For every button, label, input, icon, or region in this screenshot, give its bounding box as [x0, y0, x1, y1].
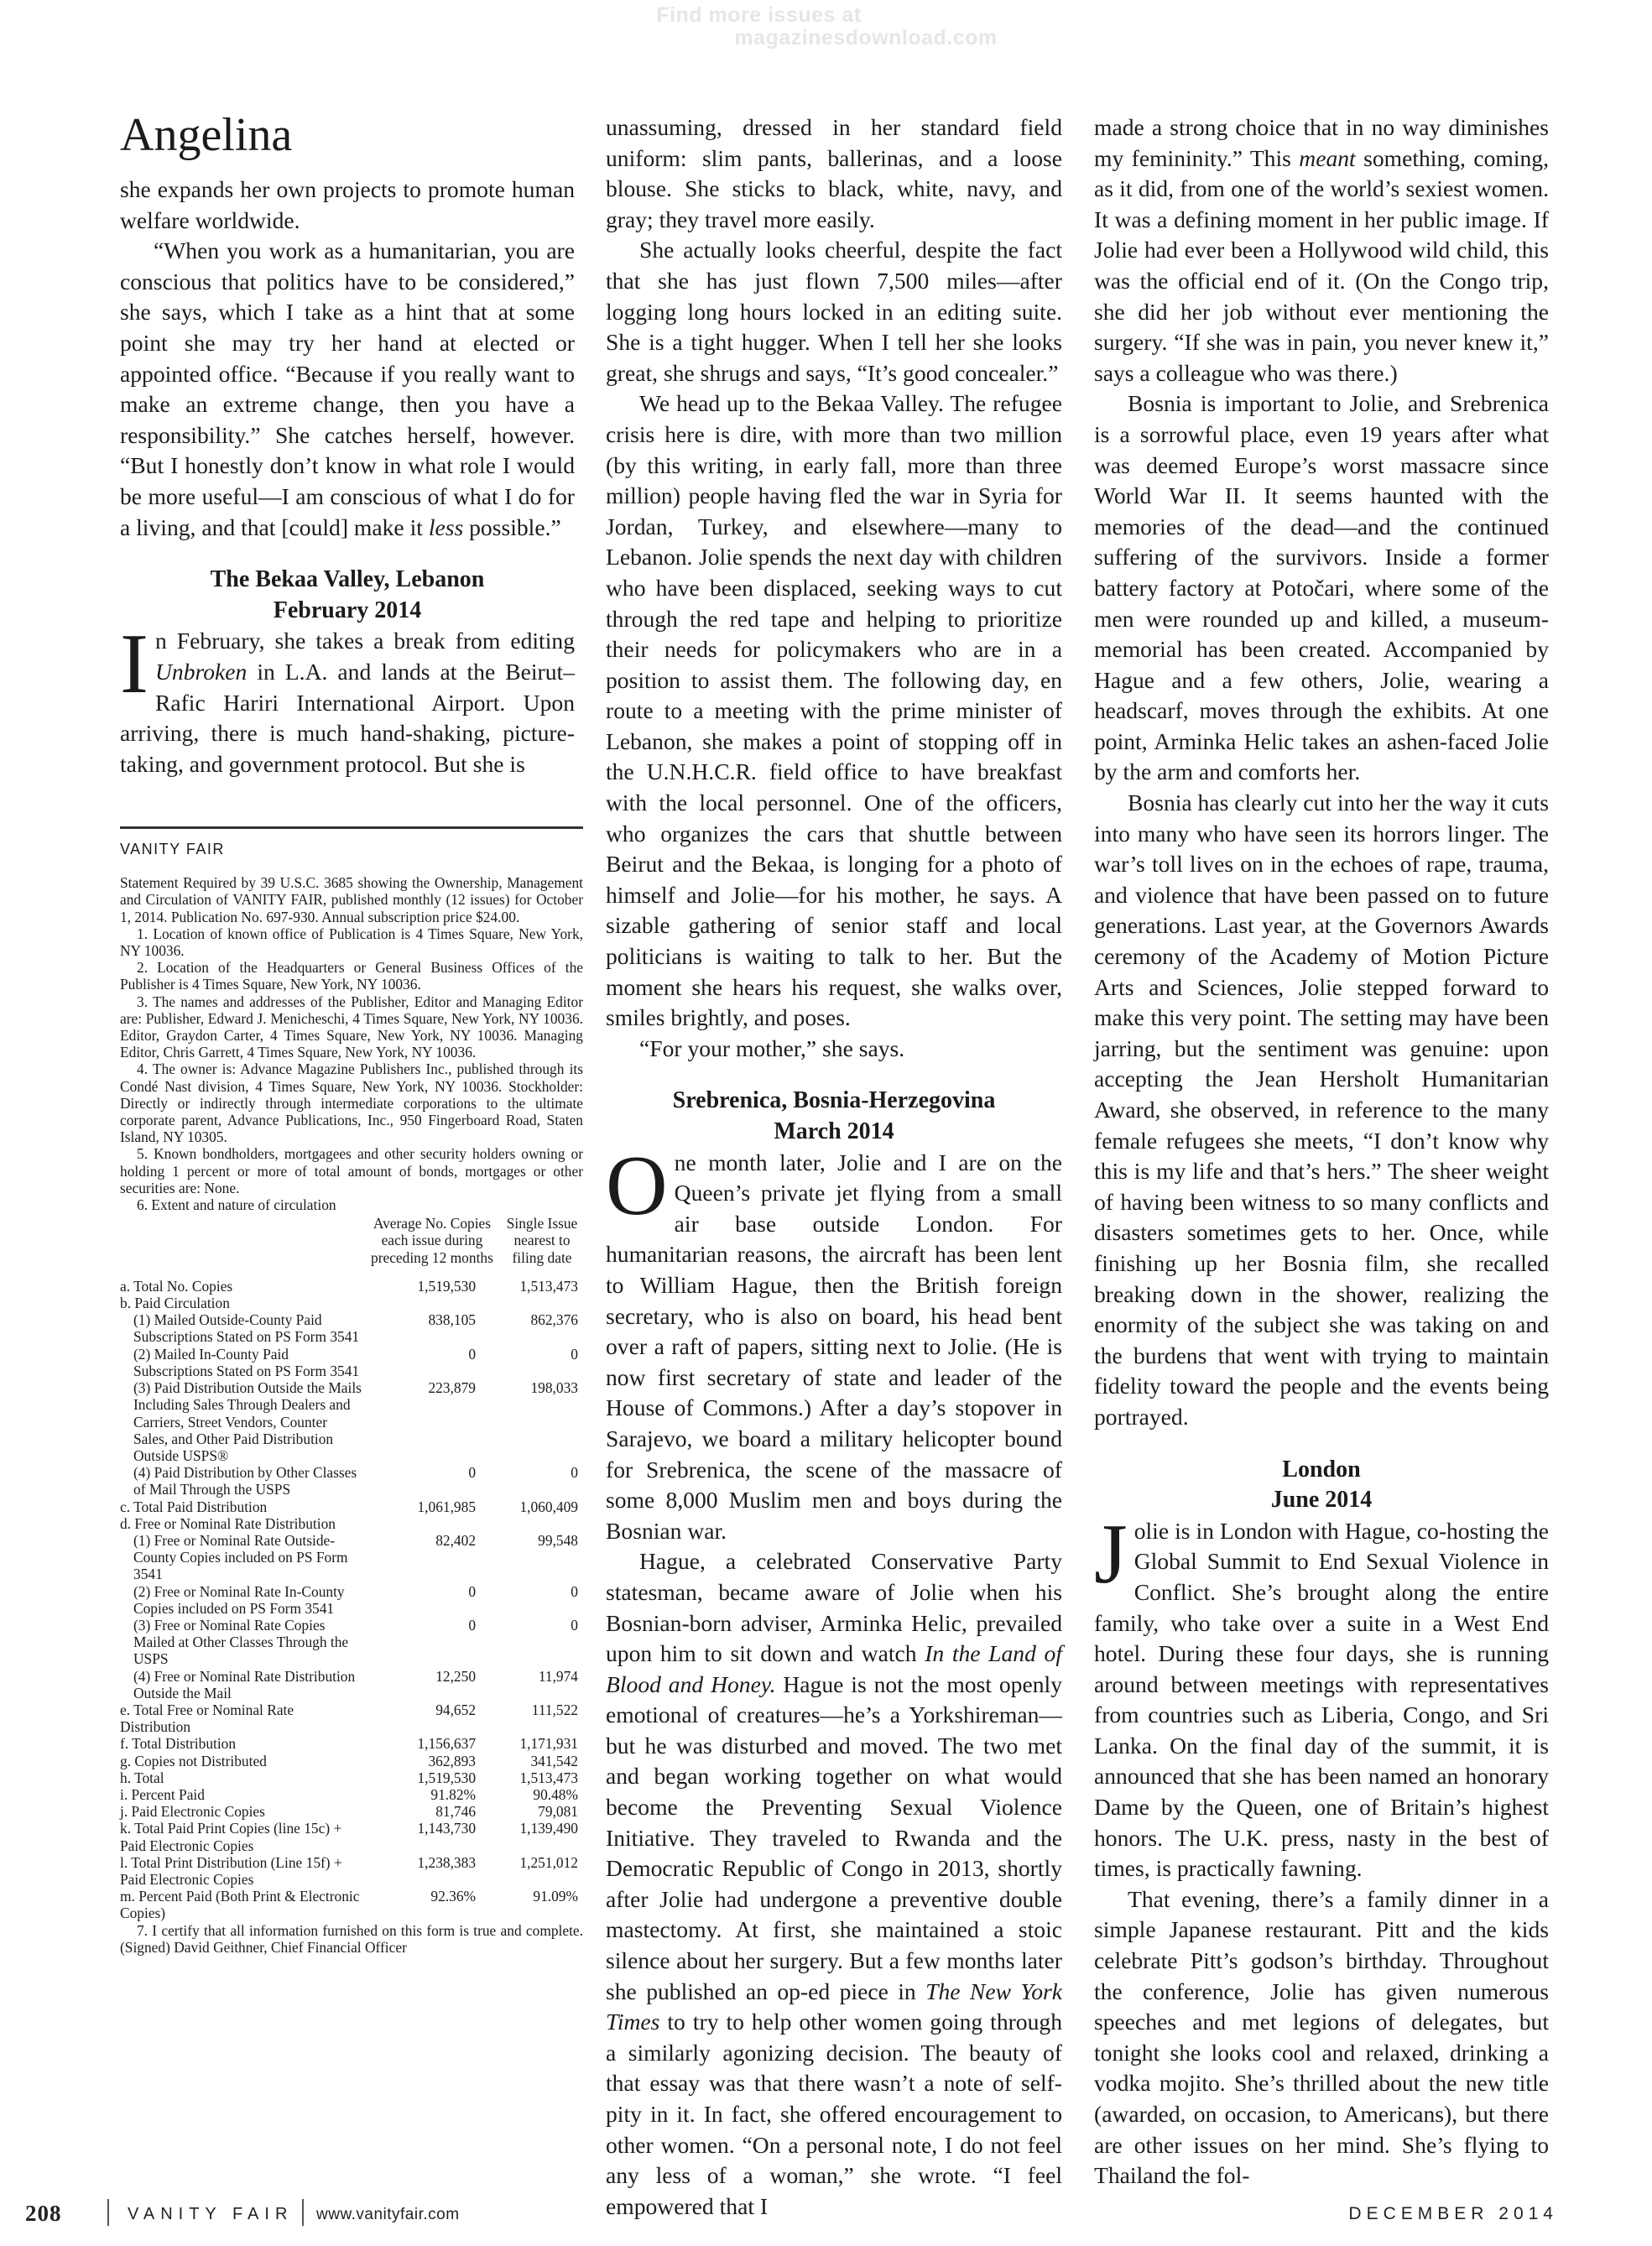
ownership-statement [120, 826, 583, 1956]
circulation-row [120, 1668, 583, 1701]
paragraph: Bosnia has clearly cut into her the way it cuts into many who have seen its horrors linger. The war’s toll lives on in the echoes of rape, trauma, and violence that have been passed on to future generations. Last year, at the Governors Awards ceremony of the Academy of Motion Picture Arts and Sciences, Jolie stepped forward to make this very point. The setting may have been jarring, but the sentiment was genuine: upon accepting the Jean Hersholt Humanitarian Award, she observed, in reference to the many female refugees she meets, “I don’t know why this is my life and that’s hers.” The sheer weight of having been witness to so many conflicts and disasters sometimes gets to her. Once, while finishing up her Bosnia film, she recalled breaking down in the shower, realizing the enormity of the subject she was taking on and the burdens that went with trying to maintain fidelity toward the people and the events being portrayed. [1094, 789, 1549, 1430]
circulation-row [120, 1583, 583, 1617]
circulation-row-single: 11,974 [538, 1667, 578, 1685]
circulation-row-average: 81,746 [435, 1803, 477, 1821]
circulation-row-label: i. Percent Paid [120, 1785, 205, 1803]
circulation-row-single [501, 1295, 583, 1311]
circulation-row-average: 0 [468, 1582, 477, 1600]
paragraph: Jolie is in London with Hague, co-hosting the Global Summit to End Sexual Violence in Conflict. She’s brought along the entire family, who take over a suite in a West End hotel. During these four days, she is running around between meetings with representatives from countries such as Liberia, Congo, and Sri Lanka. On the final day of the summit, it is announced that she has been named an honorary Dame by the Queen, one of Britain’s highest honors. The U.K. press, nasty in the best of times, is practically fawning. [1094, 1506, 1549, 1882]
circulation-row-label: j. Paid Electronic Copies [120, 1803, 265, 1821]
statement-header: VANITY FAIR [120, 841, 225, 857]
drop-cap: J [1094, 1506, 1128, 1602]
circulation-row-single: 1,513,473 [519, 1769, 578, 1786]
circulation-row-single: 1,139,490 [519, 1820, 578, 1837]
circulation-row-label: (1) Mailed Outside-County Paid Subscriptions Stated on PS Form 3541 [133, 1311, 360, 1346]
circulation-row [120, 1769, 583, 1786]
circulation-row-average: 1,519,530 [417, 1277, 477, 1295]
section-date: June 2014 [1270, 1487, 1373, 1514]
footer-divider [107, 2199, 109, 2226]
column-header-single: Single Issue nearest to filing date [506, 1215, 578, 1266]
circulation-row [120, 1786, 583, 1803]
circulation-row-label: l. Total Print Distribution (Line 15f) + Paid Electronic Copies [120, 1853, 342, 1888]
circulation-row-label: c. Total Paid Distribution [120, 1498, 268, 1515]
circulation-row [120, 1346, 583, 1379]
circulation-row-single: 1,251,012 [519, 1853, 578, 1871]
circulation-row-single: 0 [571, 1616, 578, 1634]
circulation-row-average: 362,893 [428, 1752, 477, 1769]
watermark [0, 4, 1652, 50]
circulation-row-average: 94,652 [435, 1701, 477, 1718]
circulation-row-average: 0 [468, 1616, 477, 1634]
circulation-row [120, 1888, 583, 1921]
circulation-row-single: 1,513,473 [519, 1277, 578, 1295]
circulation-row [120, 1295, 583, 1311]
circulation-row-label: (2) Free or Nominal Rate In-County Copies included on PS Form 3541 [133, 1582, 345, 1617]
circulation-row-label: (2) Mailed In-County Paid Subscriptions Stated on PS Form 3541 [133, 1345, 360, 1379]
paragraph: Hague, a celebrated Conservative Party statesman, became aware of Jolie when his Bosnian-born adviser, Arminka Helic, prevailed upon him to sit down and watch In the Land of Blood and Honey. Hague is not the most openly emotional of creatures—he’s a Yorkshireman—but he was disturbed and moved. The two met and began working together on what would become the Preventing Sexual Violence Initiative. They traveled to Rwanda and the Democratic Republic of Congo in 2013, shortly after Jolie had undergone a preventive double mastectomy. At first, she maintained a stoic silence about her surgery. But a few months later she published an op-ed piece in The New York Times to try to help other women going through a similarly agonizing decision. The beauty of that essay was that there wasn’t a note of self-pity in it. In fact, she offered encouragement to other women. “On a personal note, I do not feel any less of a woman,” she wrote. “I feel empowered that I [606, 1548, 1063, 2219]
circulation-row-label: k. Total Paid Print Copies (line 15c) + Paid Electronic Copies [120, 1820, 342, 1854]
circulation-row-average: 1,156,637 [417, 1735, 477, 1753]
circulation-row [120, 1515, 583, 1532]
article-column-3 [1094, 112, 1549, 2191]
statement-item: 1. Location of known office of Publication is 4 Times Square, New York, NY 10036. [120, 925, 583, 960]
circulation-row-average: 1,519,530 [417, 1769, 477, 1786]
circulation-row [120, 1854, 583, 1888]
statement-item: 3. The names and addresses of the Publisher, Editor and Managing Editor are: Publisher, Edward J. Menicheschi, 4 Times Square, New York, NY 10036. Editor, Graydon Carter, 4 Times Square, New York, NY 10036. Managing Editor, Chris Garrett, 4 Times Square, New York, NY 10036. [120, 993, 583, 1061]
circulation-row [120, 1701, 583, 1735]
circulation-row-average: 223,879 [428, 1379, 477, 1397]
circulation-row-label: f. Total Distribution [120, 1735, 237, 1753]
paragraph: “For your mother,” she says. [639, 1034, 905, 1061]
paragraph: In February, she takes a break from editing Unbroken in L.A. and lands at the Beirut–Rafic Hariri International Airport. Upon arriving, there is much hand-shaking, picture-taking, and government protocol. But she is [120, 617, 575, 777]
article-column-2 [606, 112, 1062, 2222]
paragraph: made a strong choice that in no way diminishes my femininity.” This meant something, coming, as it did, from one of the world’s sexiest women. It was a defining moment in her public image. If Jolie had ever been a Hollywood wild child, this was the official end of it. (On the Congo trip, she did her job without ever mentioning the surgery. “If she was in pain, you never knew it,” says a colleague who was there.) [1094, 114, 1549, 386]
column-header-average: Average No. Copies each issue during preceding 12 months [371, 1215, 493, 1266]
circulation-row-single: 111,522 [531, 1701, 578, 1718]
circulation-row-average: 12,250 [435, 1667, 477, 1685]
circulation-row-average: 92.36% [430, 1888, 477, 1905]
paragraph: “When you work as a humanitarian, you are conscious that politics have to be considered,” she says, which I take as a hint that at some point she may try her hand at elected or appointed office. “Because if you really want to make an extreme change, then you have a responsibility.” She catches herself, however. “But I honestly don’t know in what role I would be more useful—I am conscious of what I do for a living, and that [could] make it less possible.” [120, 237, 575, 540]
circulation-row [120, 1379, 583, 1464]
paragraph: she expands her own projects to promote human welfare worldwide. [120, 176, 575, 233]
circulation-row [120, 1532, 583, 1583]
issue-date: DECEMBER 2014 [1348, 2204, 1558, 2223]
circulation-row-average: 91.82% [430, 1785, 477, 1803]
drop-cap: I [120, 617, 149, 712]
circulation-row [120, 1735, 583, 1752]
circulation-row-label: a. Total No. Copies [120, 1277, 233, 1295]
statement-item: 5. Known bondholders, mortgagees and other security holders owning or holding 1 percent or more of total amount of bonds, mortgages or other securities are: None. [120, 1145, 583, 1196]
circulation-row-label: g. Copies not Distributed [120, 1752, 267, 1769]
statement-item: 6. Extent and nature of circulation [137, 1196, 336, 1214]
paragraph: She actually looks cheerful, despite the fact that she has just flown 7,500 miles—after logging long hours locked in an editing suite. She is a tight hugger. When I tell her she looks great, she shrugs and says, “It’s good concealer.” [606, 237, 1062, 386]
paragraph: One month later, Jolie and I are on the Queen’s private jet flying from a small air base outside London. For humanitarian reasons, the aircraft has been lent to William Hague, then the British foreign secretary, who is also on board, his head bent over a raft of papers, sitting next to Jolie. (He is now first secretary of state and leader of the House of Commons.) After a day’s stopover in Sarajevo, we board a military helicopter bound for Srebrenica, the scene of the massacre of some 8,000 Muslim men and boys during the Bosnian war. [606, 1138, 1062, 1544]
department-title: Angelina [120, 109, 293, 161]
circulation-row-single: 0 [571, 1582, 578, 1600]
circulation-row-average: 1,238,383 [417, 1853, 477, 1871]
circulation-row-single: 99,548 [538, 1531, 578, 1549]
circulation-row-average [363, 1515, 501, 1532]
circulation-row-single: 0 [571, 1345, 578, 1363]
circulation-row-average: 1,143,730 [417, 1820, 477, 1837]
circulation-row-single: 91.09% [533, 1888, 578, 1905]
circulation-row-single [501, 1515, 583, 1532]
circulation-row-average: 0 [468, 1464, 477, 1482]
paragraph: That evening, there’s a family dinner in a simple Japanese restaurant. Pitt and the kids celebrate Pitt’s godson’s birthday. Throughout the conference, Jolie has given numerous speeches and met legions of delegates, but tonight she looks cool and relaxed, drinking a vodka mojito. She’s thrilled about the new title (awarded, on occasion, to Americans), but there are other issues on her mind. She’s flying to Thailand the fol- [1094, 1885, 1549, 2189]
article-column-1 [120, 107, 575, 779]
circulation-row-single: 862,376 [530, 1311, 578, 1329]
section-place: London [1282, 1456, 1361, 1483]
circulation-row [120, 1820, 583, 1853]
certification: 7. I certify that all information furnished on this form is true and complete. (Signed) David Geithner, Chief Financial Officer [120, 1921, 583, 1956]
paragraph: We head up to the Bekaa Valley. The refugee crisis here is dire, with more than two million (by this writing, in early fall, more than three million) people having fled the war in Syria for Jordan, Turkey, and elsewhere—many to Lebanon. Jolie spends the next day with children who have been displaced, seeking ways to cut through the red tape and helping to prioritize their needs for policymakers who are in a position to assist them. The following day, en route to a meeting with the prime minister of Lebanon, she makes a point of stopping off in the U.N.H.C.R. field office to have breakfast with the local personnel. One of the officers, who organizes the cars that shuttle between Beirut and the Bekaa, is longing for a photo of himself and Jolie—for his mother, he says. A sizable gathering of senior staff and local politicians is waiting to talk to her. But the moment she hears his request, she walks over, smiles brightly, and poses. [606, 390, 1062, 1031]
circulation-row [120, 1464, 583, 1498]
circulation-row-average: 1,061,985 [417, 1498, 477, 1515]
circulation-row-single: 1,171,931 [519, 1735, 578, 1753]
circulation-row-average: 82,402 [435, 1531, 477, 1549]
circulation-row-label: (1) Free or Nominal Rate Outside-County Copies included on PS Form 3541 [133, 1531, 348, 1583]
statement-item: 2. Location of the Headquarters or General Business Offices of the Publisher is 4 Times Square, New York, NY 10036. [120, 959, 583, 993]
circulation-rows [120, 1278, 583, 1922]
circulation-row-average [363, 1295, 501, 1311]
magazine-name: VANITY FAIR [128, 2205, 294, 2223]
watermark-line-1: Find more issues at [656, 3, 862, 27]
circulation-row-single: 198,033 [530, 1379, 578, 1397]
circulation-row [120, 1617, 583, 1668]
circulation-row-label: (3) Free or Nominal Rate Copies Mailed at Other Classes Through the USPS [133, 1616, 349, 1668]
page-footer [0, 2196, 1652, 2229]
page-number: 208 [25, 2201, 62, 2226]
circulation-row-single: 341,542 [530, 1752, 578, 1769]
circulation-row-single: 1,060,409 [519, 1498, 578, 1515]
circulation-row-single: 79,081 [538, 1803, 578, 1821]
circulation-row [120, 1753, 583, 1769]
circulation-row-single: 0 [571, 1464, 578, 1482]
section-date: March 2014 [774, 1118, 894, 1144]
circulation-row [120, 1278, 583, 1295]
circulation-row [120, 1311, 583, 1345]
watermark-line-2: magazinesdownload.com [734, 26, 998, 50]
circulation-row-label: d. Free or Nominal Rate Distribution [120, 1514, 336, 1532]
circulation-row-label: m. Percent Paid (Both Print & Electronic Copies) [120, 1888, 360, 1922]
circulation-row-label: h. Total [120, 1769, 164, 1786]
circulation-row [120, 1803, 583, 1820]
circulation-row-average: 0 [468, 1345, 477, 1363]
section-place: Srebrenica, Bosnia-Herzegovina [672, 1087, 996, 1114]
statement-item: 4. The owner is: Advance Magazine Publishers Inc., published through its Condé Nast division, 4 Times Square, New York, NY 10036. Stockholder: Directly or indirectly through intermediate corporations to the ultimate corporate parent, Advance Publications, Inc., 950 Fingerboard Road, Staten Island, NY 10305. [120, 1060, 583, 1146]
section-date: February 2014 [273, 597, 422, 623]
circulation-row [120, 1498, 583, 1515]
circulation-row-label: (4) Free or Nominal Rate Distribution Outside the Mail [133, 1667, 356, 1701]
footer-divider [302, 2199, 304, 2226]
paragraph: unassuming, dressed in her standard field uniform: slim pants, ballerinas, and a loose blouse. She sticks to black, white, navy, and gray; they travel more easily. [606, 114, 1062, 232]
website-link[interactable]: www.vanityfair.com [316, 2206, 460, 2223]
paragraph: Bosnia is important to Jolie, and Srebrenica is a sorrowful place, even 19 years after what was deemed Europe’s worst massacre since World War II. It seems haunted with the memories of the dead—and the continued suffering of the survivors. Inside a former battery factory at Potočari, where some of the men were rounded up and killed, a museum-memorial has been created. Accompanied by Hague and a few others, Jolie, wearing a headscarf, moves through the exhibits. At one point, Arminka Helic takes an ashen-faced Jolie by the arm and comforts her. [1094, 390, 1549, 785]
section-heading [120, 565, 575, 626]
drop-cap: O [606, 1138, 668, 1233]
section-place: The Bekaa Valley, Lebanon [210, 566, 485, 593]
circulation-row-label: (3) Paid Distribution Outside the Mails Including Sales Through Dealers and Carriers, Street Vendors, Counter Sales, and Other Paid Distribution Outside USPS® [133, 1379, 362, 1464]
circulation-row-single: 90.48% [533, 1785, 578, 1803]
section-heading [1094, 1455, 1549, 1516]
circulation-table [120, 1215, 583, 1921]
circulation-row-label: b. Paid Circulation [120, 1295, 230, 1312]
section-heading [606, 1086, 1062, 1147]
circulation-row-label: (4) Paid Distribution by Other Classes of Mail Through the USPS [133, 1464, 357, 1498]
circulation-row-average: 838,105 [428, 1311, 477, 1329]
statement-intro: Statement Required by 39 U.S.C. 3685 showing the Ownership, Management and Circulation of VANITY FAIR, published monthly (12 issues) for October 1, 2014. Publication No. 697-930. Annual subscription price $24.00. [120, 874, 583, 925]
circulation-row-label: e. Total Free or Nominal Rate Distribution [120, 1701, 294, 1736]
